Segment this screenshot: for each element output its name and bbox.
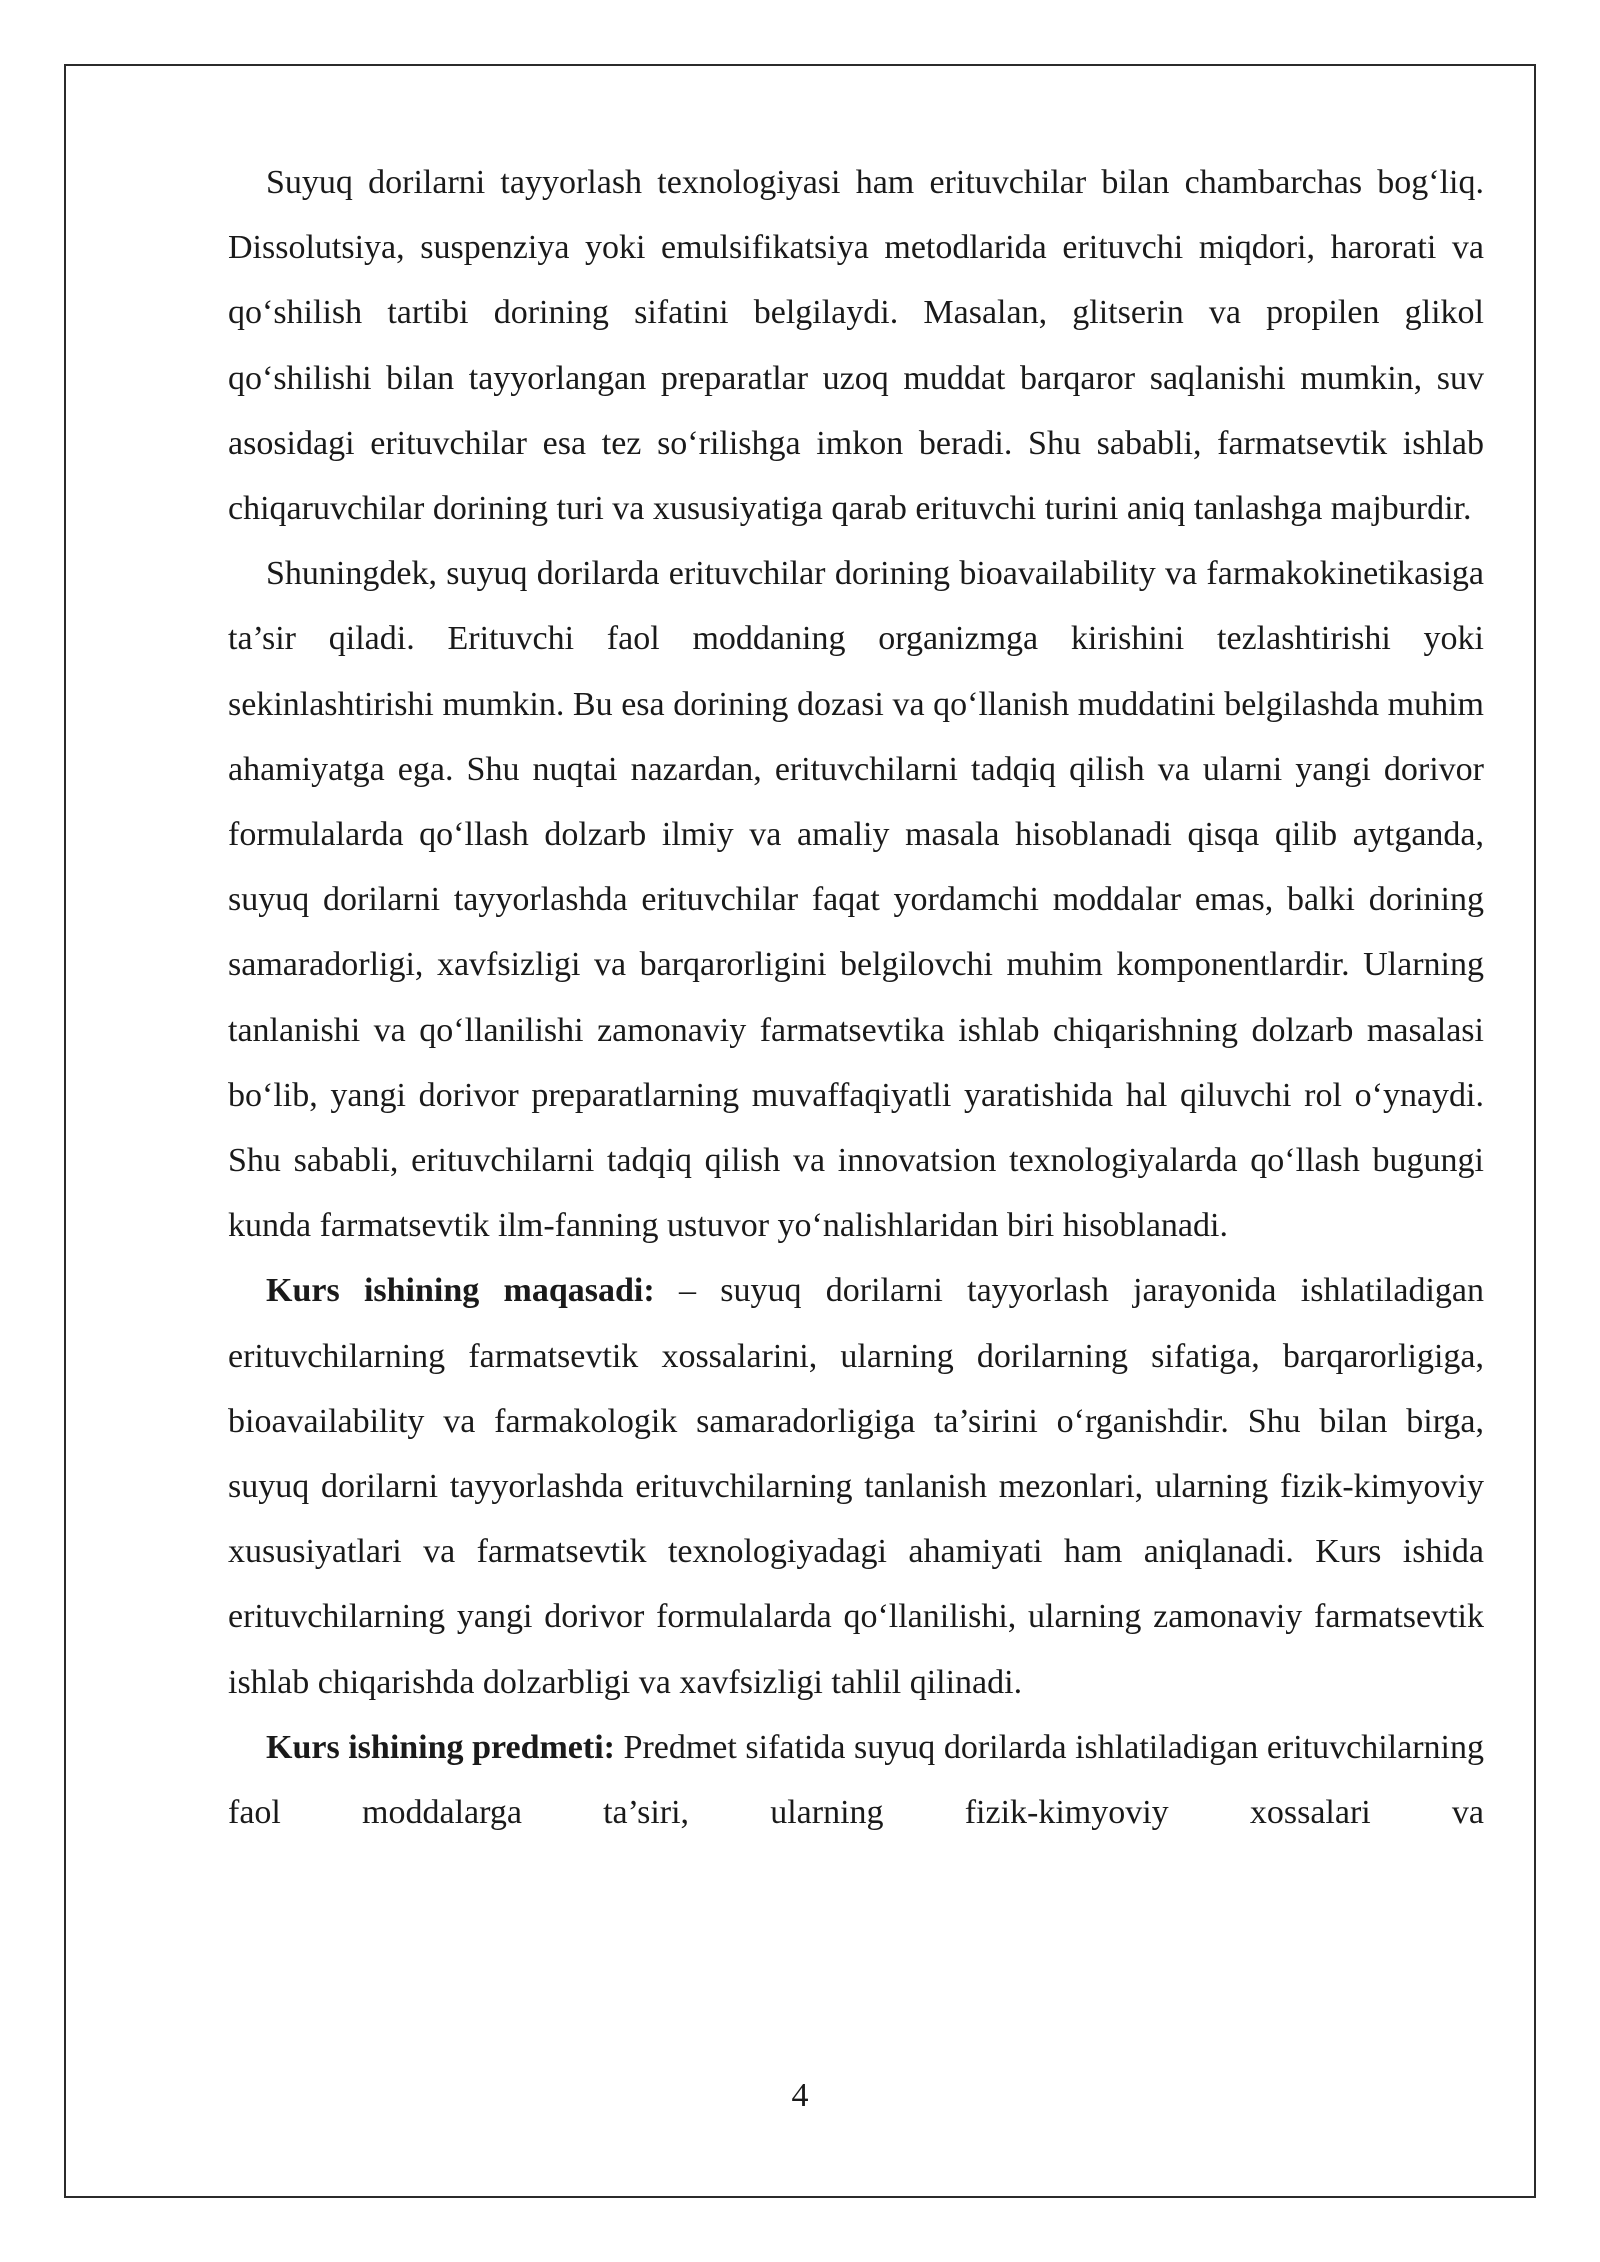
course-goal-label: Kurs ishining maqasadi:: [266, 1272, 655, 1310]
paragraph-solvent-technology: Suyuq dorilarni tayyorlash texnologiyasi ham erituvchilar bilan chambarchas bog‘liq. Dissolutsiya, suspenziya yoki emulsifikatsiya metodlarida erituvchi miqdori, harorati va qo‘shilish tartibi dorining sifatini belgilaydi. Masalan, glitserin va propilen glikol qo‘shilishi bilan tayyorlangan preparatlar uzoq muddat barqaror saqlanishi mumkin, suv asosidagi erituvchilar esa tez so‘rilishga imkon beradi. Shu sababli, farmatsevtik ishlab chiqaruvchilar dorining turi va xususiyatiga qarab erituvchi turini aniq tanlashga majburdir.: [228, 164, 1484, 528]
course-goal-text: – suyuq dorilarni tayyorlash jarayonida ishlatiladigan erituvchilarning farmatsevtik xossalarini, ularning dorilarning sifatiga, barqarorligiga, bioavailability va farmakologik samaradorligiga ta’sirini o‘rganishdir. Shu bilan birga, suyuq dorilarni tayyorlashda erituvchilarning tanlanish mezonlari, ularning fizik-kimyoviy xususiyatlari va farmatsevtik texnologiyadagi ahamiyati ham aniqlanadi. Kurs ishida erituvchilarning yangi dorivor formulalarda qo‘llanilishi, ularning zamonaviy farmatsevtik ishlab chiqarishda dolzarbligi va xavfsizligi tahlil qilinadi.: [228, 1272, 1484, 1701]
page-number: 4: [791, 2077, 809, 2114]
paragraph-bioavailability: Shuningdek, suyuq dorilarda erituvchilar dorining bioavailability va farmakokinetikasiga ta’sir qiladi. Erituvchi faol moddaning organizmga kirishini tezlashtirishi yoki sekinlashtirishi mumkin. Bu esa dorining dozasi va qo‘llanish muddatini belgilashda muhim ahamiyatga ega. Shu nuqtai nazardan, erituvchilarni tadqiq qilish va ularni yangi dorivor formulalarda qo‘llash dolzarb ilmiy va amaliy masala hisoblanadi qisqa qilib aytganda, suyuq dorilarni tayyorlashda erituvchilar faqat yordamchi moddalar emas, balki dorining samaradorligi, xavfsizligi va barqarorligini belgilovchi muhim komponentlardir. Ularning tanlanishi va qo‘llanilishi zamonaviy farmatsevtika ishlab chiqarishning dolzarb masalasi bo‘lib, yangi dorivor preparatlarning muvaffaqiyatli yaratishida hal qiluvchi rol o‘ynaydi. Shu sababli, erituvchilarni tadqiq qilish va innovatsion texnologiyalarda qo‘llash bugungi kunda farmatsevtik ilm-fanning ustuvor yo‘nalishlaridan biri hisoblanadi.: [228, 555, 1484, 1245]
paragraph-course-subject: [228, 1715, 1484, 1845]
course-subject-text: Predmet sifatida suyuq dorilarda ishlatiladigan erituvchilarning faol moddalarga ta’siri, ularning fizik-kimyoviy xossalari va: [228, 1728, 1484, 1832]
course-subject-label: Kurs ishining predmeti:: [266, 1728, 615, 1766]
document-body: [228, 150, 1484, 1845]
paragraph-course-goal: [228, 1258, 1484, 1714]
